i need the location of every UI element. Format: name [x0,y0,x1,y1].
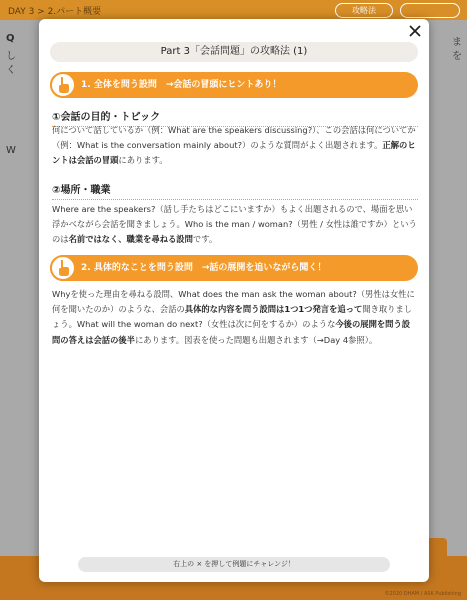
paragraph-specific: Whyを使った理由を尋ねる設問、What does the man ask the woman about?（男性は女性に何を聞いたのか）のような、会話の具体的な内容を問う設問は1つ1つ発言を追って聞き取りましょう。What will the woman do next?（女性は次に何をするか）のような今後の展開を問う設問の答えは会話の後半にあります。図表を使った問題も出題されます（→Day 4参照）。 [52,289,415,345]
instruction-footer: 右上の × を押して例題にチャレンジ！ [78,557,390,572]
bg-text-fragment: Q [6,33,15,44]
strategy-button[interactable]: 攻略法 [335,3,393,18]
modal-title: Part 3「会話問題」の攻略法 (1) [50,42,418,62]
copyright: ©2020 DHAM / ASK Publishing [384,591,461,597]
bg-text-fragment: を [452,51,462,62]
bg-text-fragment: ま [452,37,462,48]
subheading-place-job: ②場所・職業 [52,181,418,200]
pointing-hand-icon [50,72,76,98]
strategy-modal [39,19,429,582]
bg-text-fragment: W [6,145,16,156]
section2-heading: 2. 具体的なことを問う設問 →話の展開を追いながら聞く！ [81,263,327,273]
close-button[interactable] [406,22,424,40]
section2-banner [50,255,418,281]
section1-heading: 1. 全体を問う設問 →会話の冒頭にヒントあり！ [81,80,282,90]
paragraph-purpose: 何について話しているか（例：What are the speakers discussing?）、この会話は何についてか（例：What is the conversation mainly about?）のような質問がよく出題されます。正解のヒントは会話の冒頭にあります。 [52,125,416,166]
close-icon[interactable] [406,22,424,40]
paragraph-place-job: Where are the speakers?（話し手たちはどこにいますか）もよく出題されるので、場面を思い浮かべながら会話を聞きましょう。Who is the man / woman?（男性 / 女性は誰ですか）というのは名前ではなく、職業を尋ねる設問です。 [52,204,417,245]
pointing-hand-icon [50,255,76,281]
subheading-purpose: ①会話の目的・トピック [52,108,418,127]
menu-button[interactable] [400,3,460,18]
bg-text-fragment: し [6,51,16,62]
section1-banner [50,72,418,98]
bg-text-fragment: く [6,65,16,76]
top-bar [0,0,467,20]
breadcrumb: DAY 3 > 2.パート概要 [8,7,102,17]
